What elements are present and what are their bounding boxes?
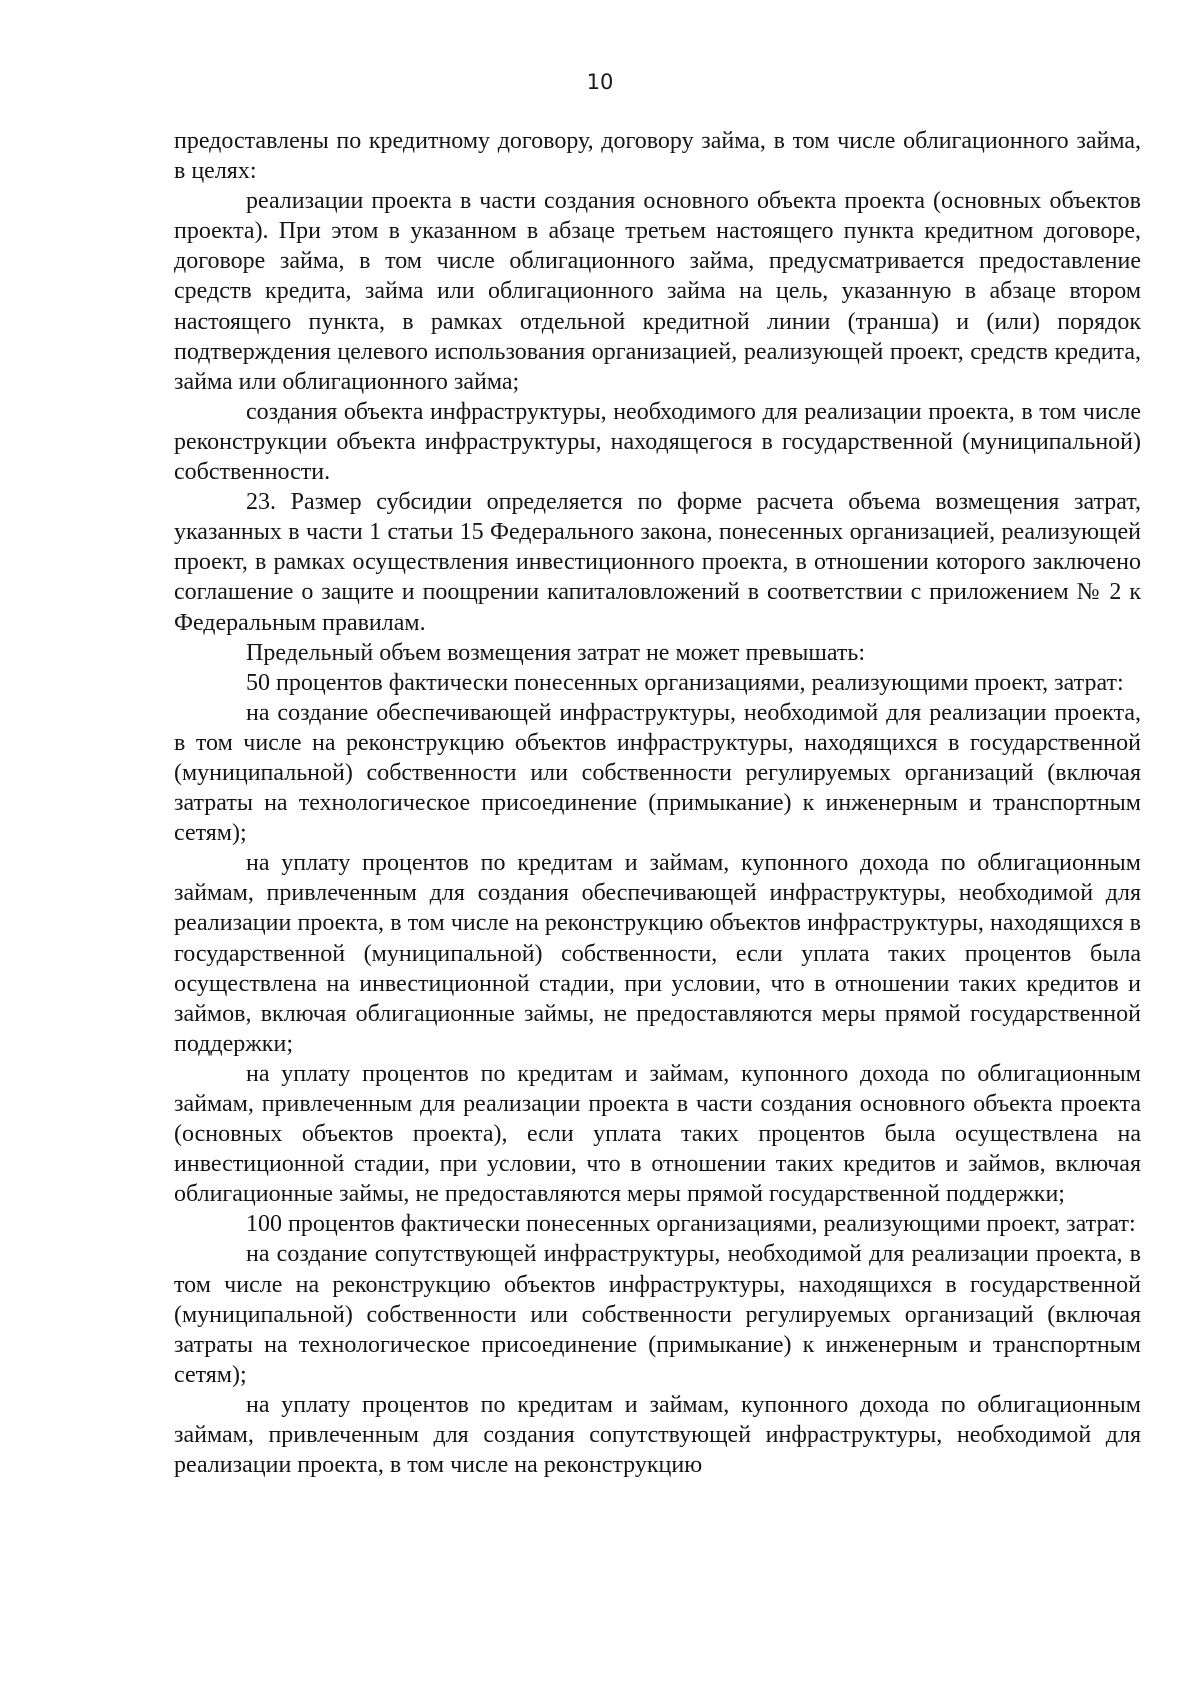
page-number: 10 <box>586 70 614 94</box>
paragraph-supporting-infrastructure-creation: на создание обеспечивающей инфраструктуры, необходимой для реализации проекта, в том числе на реконструкцию объектов инфраструктуры, находящихся в государственной (муниципальной) собственности или собственности регулируемых организаций (включая затраты на технологическое присоединение (примыкание) к инженерным и транспортным сетям); <box>174 699 1141 847</box>
paragraph-50-percent: 50 процентов фактически понесенных организациями, реализующими проект, затрат: <box>246 669 1124 696</box>
paragraph-accompanying-infrastructure-interest: на уплату процентов по кредитам и займам, купонного дохода по облигационным займам, привлеченным для создания сопутствующей инфраструктуры, необходимой для реализации проекта, в том числе на реконструкцию <box>174 1391 1141 1479</box>
paragraph-100-percent: 100 процентов фактически понесенных организациями, реализующими проект, затрат: <box>246 1211 1136 1238</box>
paragraph-clause-23: 23. Размер субсидии определяется по форме расчета объема возмещения затрат, указанных в части 1 статьи 15 Федерального закона, понесенных организацией, реализующей проект, в рамках осуществления инвестиционного проекта, в отношении которого заключено соглашение о защите и поощрении капиталовложений в соответствии с приложением № 2 к Федеральным правилам. <box>174 489 1141 636</box>
paragraph-supporting-infrastructure-interest: на уплату процентов по кредитам и займам, купонного дохода по облигационным займам, привлеченным для создания обеспечивающей инфраструктуры, необходимой для реализации проекта, в том числе на реконструкцию объектов инфраструктуры, находящихся в государственной (муниципальной) собственности, если уплата таких процентов была осуществлена на инвестиционной стадии, при условии, что в отношении таких кредитов и займов, включая облигационные займы, не предоставляются меры прямой государственной поддержки; <box>174 850 1141 1057</box>
paragraph-accompanying-infrastructure-creation: на создание сопутствующей инфраструктуры, необходимой для реализации проекта, в том числе на реконструкцию объектов инфраструктуры, находящихся в государственной (муниципальной) собственности или собственности регулируемых организаций (включая затраты на технологическое присоединение (примыкание) к инженерным и транспортным сетям); <box>174 1241 1141 1388</box>
paragraph-continuation: предоставлены по кредитному договору, договору займа, в том числе облигационного займа, в целях: <box>174 128 1141 185</box>
paragraph-project-main-object: реализации проекта в части создания основного объекта проекта (основных объектов проекта). При этом в указанном в абзаце третьем настоящего пункта кредитном договоре, договоре займа, в том числе облигационного займа, предусматривается предоставление средств кредита, займа или облигационного займа на цель, указанную в абзаце втором настоящего пункта, в рамках отдельной кредитной линии (транша) и (или) порядок подтверждения целевого использования организацией, реализующей проект, средств кредита, займа или облигационного займа; <box>174 188 1141 395</box>
paragraph-infrastructure-object: создания объекта инфраструктуры, необходимого для реализации проекта, в том числе реконструкции объекта инфраструктуры, находящегося в государственной (муниципальной) собственности. <box>174 398 1141 486</box>
paragraph-main-object-interest: на уплату процентов по кредитам и займам, купонного дохода по облигационным займам, привлеченным для реализации проекта в части создания основного объекта проекта (основных объектов проекта), если уплата таких процентов была осуществлена на инвестиционной стадии, при условии, что в отношении таких кредитов и займов, включая облигационные займы, не предоставляются меры прямой государственной поддержки; <box>174 1060 1141 1208</box>
paragraph-limit-intro: Предельный объем возмещения затрат не может превышать: <box>246 639 866 666</box>
document-body <box>174 126 1141 1480</box>
